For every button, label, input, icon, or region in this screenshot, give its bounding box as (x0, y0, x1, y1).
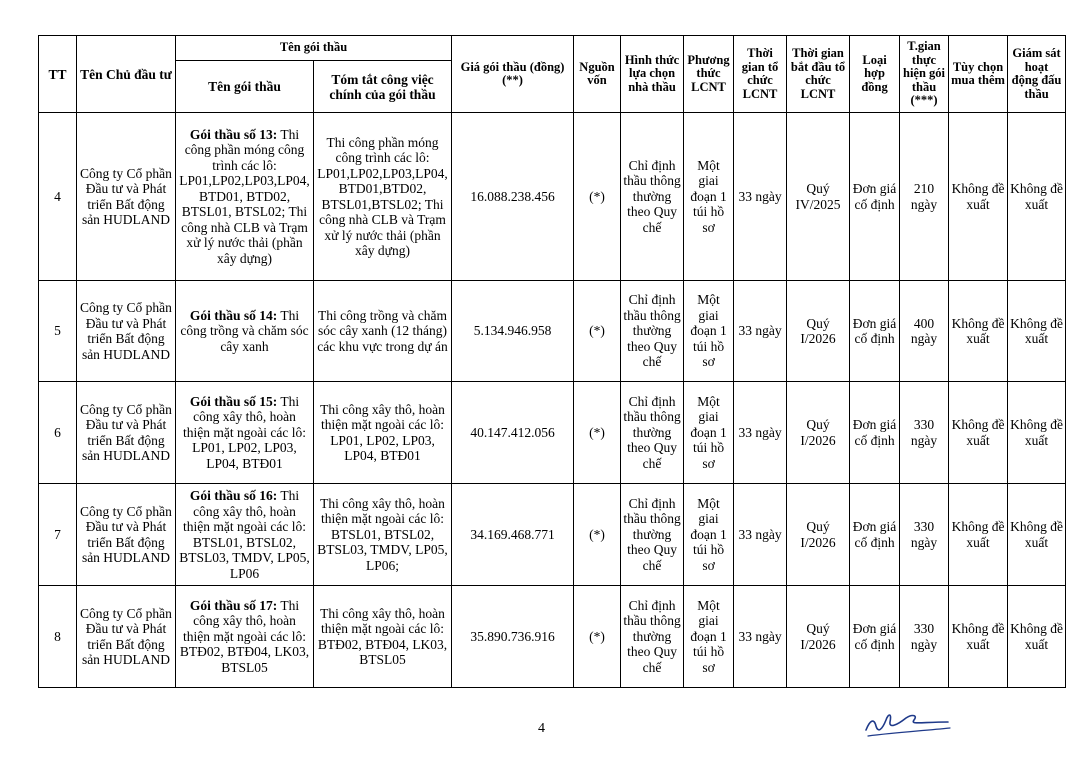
package-label: Gói thầu số 14: (189, 307, 278, 323)
cell-price: 35.890.736.916 (452, 586, 574, 688)
cell-price: 5.134.946.958 (452, 281, 574, 382)
header-package-name: Tên gói thầu (176, 61, 314, 113)
cell-fund: (*) (574, 484, 621, 586)
cell-package-name (176, 281, 314, 382)
package-label: Gói thầu số 17: (189, 597, 278, 613)
cell-method: Một giai đoạn 1 túi hồ sơ (684, 113, 734, 281)
cell-supervision: Không đề xuất (1008, 281, 1066, 382)
header-fund: Nguồn vốn (574, 36, 621, 113)
cell-tt: 5 (39, 281, 77, 382)
header-selection-form: Hình thức lựa chọn nhà thầu (621, 36, 684, 113)
cell-time-lcnt: 33 ngày (734, 281, 787, 382)
cell-options: Không đề xuất (949, 484, 1008, 586)
cell-contract-type: Đơn giá cố định (850, 484, 900, 586)
package-description: Thi công trồng và chăm sóc cây xanh (180, 307, 309, 354)
cell-contract-type: Đơn giá cố định (850, 586, 900, 688)
cell-options: Không đề xuất (949, 586, 1008, 688)
bid-package-table (38, 35, 1066, 688)
cell-start-time: Quý I/2026 (787, 586, 850, 688)
cell-options: Không đề xuất (949, 281, 1008, 382)
package-description: Thi công xây thô, hoàn thiện mặt ngoài các lô: LP01, LP02, LP03, LP04, BTĐ01 (183, 393, 306, 471)
cell-method: Một giai đoạn 1 túi hồ sơ (684, 484, 734, 586)
cell-owner: Công ty Cổ phần Đầu tư và Phát triển Bất động sản HUDLAND (77, 382, 176, 484)
cell-owner: Công ty Cổ phần Đầu tư và Phát triển Bất động sản HUDLAND (77, 113, 176, 281)
header-tt: TT (39, 36, 77, 113)
table-row (39, 113, 1066, 281)
package-label: Gói thầu số 13: (189, 126, 278, 142)
table-body (39, 113, 1066, 688)
header-start-time: Thời gian bắt đầu tổ chức LCNT (787, 36, 850, 113)
cell-contract-type: Đơn giá cố định (850, 382, 900, 484)
cell-supervision: Không đề xuất (1008, 586, 1066, 688)
table-row (39, 484, 1066, 586)
cell-duration: 330 ngày (900, 586, 949, 688)
cell-time-lcnt: 33 ngày (734, 586, 787, 688)
cell-selection-form: Chỉ định thầu thông thường theo Quy chế (621, 382, 684, 484)
cell-fund: (*) (574, 281, 621, 382)
cell-start-time: Quý I/2026 (787, 382, 850, 484)
cell-summary: Thi công xây thô, hoàn thiện mặt ngoài các lô: BTSL01, BTSL02, BTSL03, TMDV, LP05, LP06; (314, 484, 452, 586)
cell-options: Không đề xuất (949, 382, 1008, 484)
cell-owner: Công ty Cổ phần Đầu tư và Phát triển Bất động sản HUDLAND (77, 281, 176, 382)
cell-price: 16.088.238.456 (452, 113, 574, 281)
package-description: Thi công phần móng công trình các lô: LP01,LP02,LP03,LP04, BTD01, BTD02, BTSL01, BTSL02; Thi công nhà CLB và Trạm xử lý nước thải (phần xây dựng) (179, 126, 310, 266)
table-row (39, 382, 1066, 484)
cell-package-name (176, 113, 314, 281)
cell-supervision: Không đề xuất (1008, 484, 1066, 586)
cell-supervision: Không đề xuất (1008, 113, 1066, 281)
page-number: 4 (538, 721, 545, 736)
table-row (39, 586, 1066, 688)
cell-tt: 8 (39, 586, 77, 688)
cell-package-name (176, 382, 314, 484)
header-supervision: Giám sát hoạt động đấu thầu (1008, 36, 1066, 113)
package-description: Thi công xây thô, hoàn thiện mặt ngoài các lô: BTĐ02, BTĐ04, LK03, BTSL05 (179, 597, 310, 675)
cell-time-lcnt: 33 ngày (734, 484, 787, 586)
cell-price: 34.169.468.771 (452, 484, 574, 586)
cell-options: Không đề xuất (949, 113, 1008, 281)
cell-package-name (176, 586, 314, 688)
header-duration: T.gian thực hiện gói thầu (***) (900, 36, 949, 113)
header-owner: Tên Chủ đầu tư (77, 36, 176, 113)
cell-time-lcnt: 33 ngày (734, 382, 787, 484)
package-description: Thi công xây thô, hoàn thiện mặt ngoài các lô: BTSL01, BTSL02, BTSL03, TMDV, LP05, LP06 (179, 488, 310, 581)
cell-duration: 330 ngày (900, 382, 949, 484)
cell-selection-form: Chỉ định thầu thông thường theo Quy chế (621, 281, 684, 382)
header-options: Tùy chọn mua thêm (949, 36, 1008, 113)
header-contract-type: Loại hợp đồng (850, 36, 900, 113)
cell-tt: 6 (39, 382, 77, 484)
cell-duration: 330 ngày (900, 484, 949, 586)
cell-start-time: Quý I/2026 (787, 484, 850, 586)
cell-owner: Công ty Cổ phần Đầu tư và Phát triển Bất động sản HUDLAND (77, 586, 176, 688)
cell-method: Một giai đoạn 1 túi hồ sơ (684, 281, 734, 382)
cell-summary: Thi công xây thô, hoàn thiện mặt ngoài các lô: BTĐ02, BTĐ04, LK03, BTSL05 (314, 586, 452, 688)
package-label: Gói thầu số 16: (189, 488, 278, 503)
cell-fund: (*) (574, 586, 621, 688)
cell-method: Một giai đoạn 1 túi hồ sơ (684, 382, 734, 484)
header-price: Giá gói thầu (đồng) (**) (452, 36, 574, 113)
cell-time-lcnt: 33 ngày (734, 113, 787, 281)
cell-duration: 210 ngày (900, 113, 949, 281)
header-package-group: Tên gói thầu (176, 36, 452, 61)
table-row (39, 281, 1066, 382)
cell-summary: Thi công phần móng công trình các lô: LP01,LP02,LP03,LP04, BTD01,BTD02, BTSL01,BTSL02; Thi công nhà CLB và Trạm xử lý nước thải (phần xây dựng) (314, 113, 452, 281)
header-summary: Tóm tắt công việc chính của gói thầu (314, 61, 452, 113)
cell-fund: (*) (574, 382, 621, 484)
cell-fund: (*) (574, 113, 621, 281)
header-method: Phương thức LCNT (684, 36, 734, 113)
cell-owner: Công ty Cổ phần Đầu tư và Phát triển Bất động sản HUDLAND (77, 484, 176, 586)
cell-selection-form: Chỉ định thầu thông thường theo Quy chế (621, 113, 684, 281)
cell-summary: Thi công xây thô, hoàn thiện mặt ngoài các lô: LP01, LP02, LP03, LP04, BTĐ01 (314, 382, 452, 484)
cell-package-name (176, 484, 314, 586)
cell-tt: 4 (39, 113, 77, 281)
cell-contract-type: Đơn giá cố định (850, 281, 900, 382)
cell-summary: Thi công trồng và chăm sóc cây xanh (12 tháng) các khu vực trong dự án (314, 281, 452, 382)
signature (860, 700, 955, 740)
cell-tt: 7 (39, 484, 77, 586)
cell-price: 40.147.412.056 (452, 382, 574, 484)
cell-contract-type: Đơn giá cố định (850, 113, 900, 281)
cell-start-time: Quý IV/2025 (787, 113, 850, 281)
package-label: Gói thầu số 15: (189, 393, 278, 409)
cell-selection-form: Chỉ định thầu thông thường theo Quy chế (621, 586, 684, 688)
cell-start-time: Quý I/2026 (787, 281, 850, 382)
cell-supervision: Không đề xuất (1008, 382, 1066, 484)
cell-selection-form: Chỉ định thầu thông thường theo Quy chế (621, 484, 684, 586)
cell-method: Một giai đoạn 1 túi hồ sơ (684, 586, 734, 688)
header-time-lcnt: Thời gian tổ chức LCNT (734, 36, 787, 113)
cell-duration: 400 ngày (900, 281, 949, 382)
